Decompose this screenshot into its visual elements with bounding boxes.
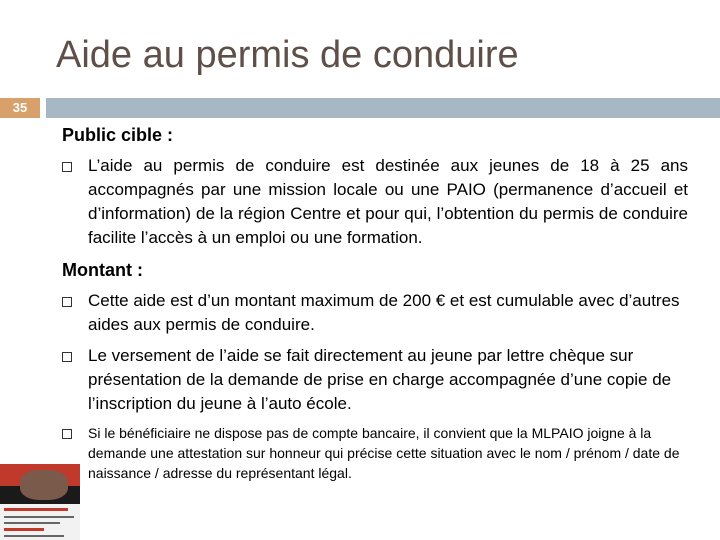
square-bullet-icon — [62, 297, 72, 307]
thumbnail-line — [4, 508, 68, 511]
square-bullet-icon — [62, 429, 72, 439]
square-bullet-icon — [62, 162, 72, 172]
slide-title: Aide au permis de conduire — [56, 34, 519, 76]
thumbnail-face-graphic — [20, 470, 68, 500]
section-heading-montant: Montant : — [62, 260, 143, 280]
bullet-montant-3 — [62, 423, 688, 483]
bullet-text: L’aide au permis de conduire est destinée aux jeunes de 18 à 25 ans accompagnés par une mission locale ou une PAIO (permanence d’accueil et d’information) de la région Centre et pour qui, l’obtention du permis de conduire facilite l’accès à un emploi ou une formation. — [88, 156, 688, 247]
square-bullet-icon — [62, 352, 72, 362]
bullet-public-cible — [62, 154, 688, 250]
slide-content — [62, 124, 688, 483]
thumbnail-line — [4, 516, 74, 518]
header-divider-bar — [46, 98, 720, 118]
thumbnail-text-area — [0, 504, 80, 540]
bullet-montant-2 — [62, 344, 688, 416]
bullet-text: Cette aide est d’un montant maximum de 200 € et est cumulable avec d’autres aides aux permis de conduire. — [88, 291, 680, 334]
thumbnail-line — [4, 528, 44, 531]
thumbnail-line — [4, 522, 60, 524]
bullet-montant-1 — [62, 289, 688, 337]
thumbnail-line — [4, 535, 64, 537]
section-heading-public: Public cible : — [62, 125, 174, 145]
flyer-thumbnail-image — [0, 464, 80, 540]
slide-number: 35 — [12, 100, 28, 115]
bullet-text: Si le bénéficiaire ne dispose pas de compte bancaire, il convient que la MLPAIO joigne à la demande une attestation sur honneur qui précise cette situation avec le nom / prénom / date de naissance / adresse du représentant légal. — [88, 425, 680, 481]
bullet-text: Le versement de l’aide se fait directement au jeune par lettre chèque sur présentation de la demande de prise en charge accompagnée d’une copie de l’inscription du jeune à l’auto école. — [88, 346, 672, 413]
